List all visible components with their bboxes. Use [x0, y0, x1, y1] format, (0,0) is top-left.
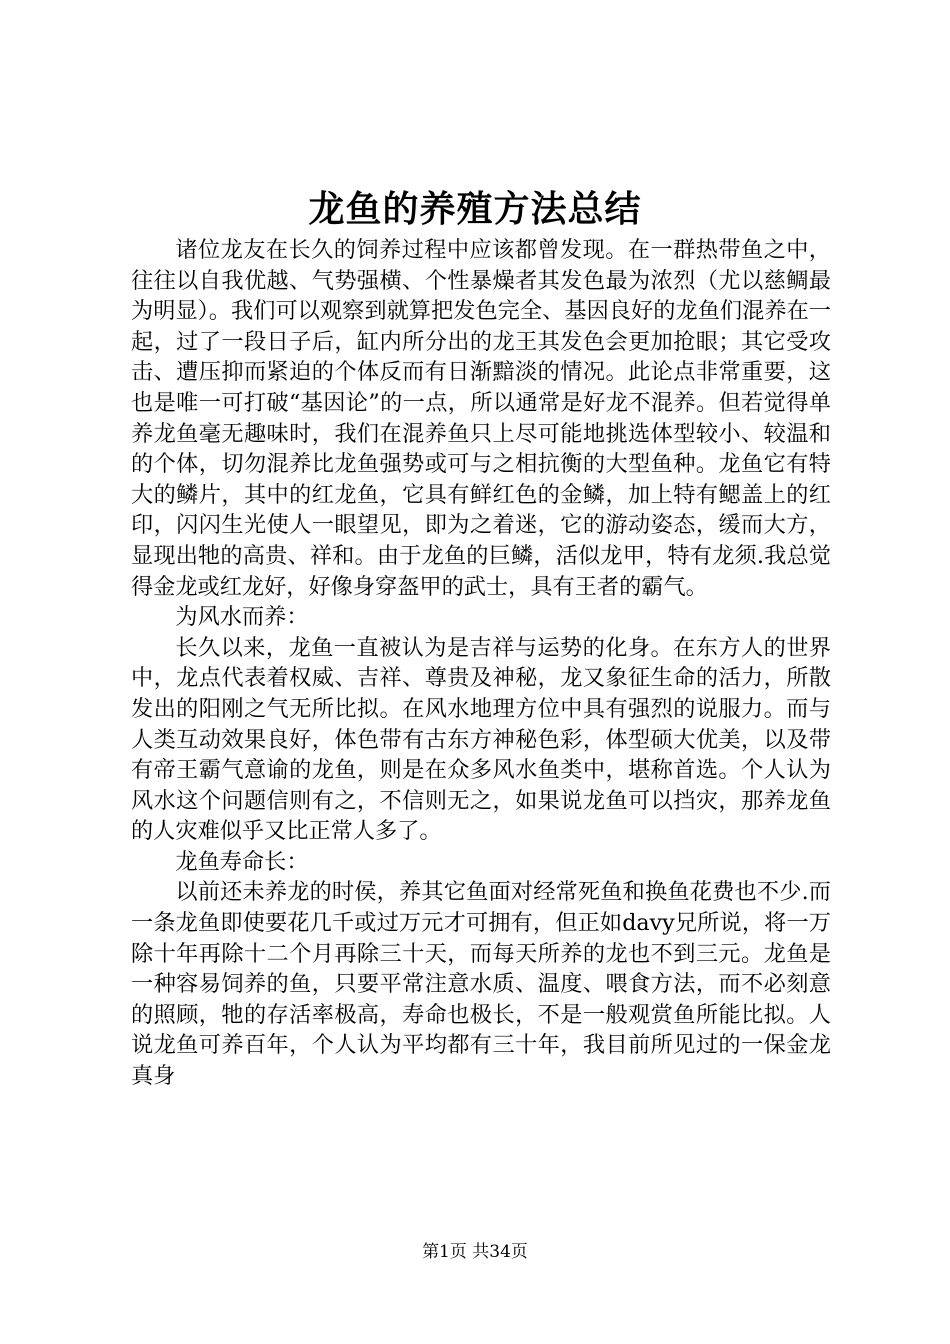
section-heading-lifespan: 龙鱼寿命长：: [175, 848, 309, 875]
section-heading-fengshui: 为风水而养：: [175, 604, 309, 631]
document-title: 龙鱼的养殖方法总结: [308, 188, 642, 230]
paragraph-lifespan: 以前还未养龙的时侯，养其它鱼面对经常死鱼和换鱼花费也不少.而一条龙鱼即使要花几千或过万元才可拥有，但正如davy兄所说，将一万除十年再除十二个月再除三十天，而每天所养的龙也不到三元。龙鱼是一种容易饲养的鱼，只要平常注意水质、温度、喂食方法，而不必刻意的照顾，牠的存活率极高，寿命也极长，不是一般观赏鱼所能比拟。人说龙鱼可养百年，个人认为平均都有三十年，我目前所见过的一保金龙真身: [131, 879, 831, 1090]
document-body: [131, 235, 831, 1092]
page-footer: 第1页 共34页: [422, 1242, 528, 1262]
paragraph-intro: 诸位龙友在长久的饲养过程中应该都曾发现。在一群热带鱼之中，往往以自我优越、气势强横、个性暴燥者其发色最为浓烈（尤以慈鲷最为明显）。我们可以观察到就算把发色完全、基因良好的龙鱼们混养在一起，过了一段日子后，缸内所分出的龙王其发色会更加抢眼；其它受攻击、遭压抑而紧迫的个体反而有日渐黯淡的情况。此论点非常重要，这也是唯一可打破“基因论”的一点，所以通常是好龙不混养。但若觉得单养龙鱼毫无趣味时，我们在混养鱼只上尽可能地挑选体型较小、较温和的个体，切勿混养比龙鱼强势或可与之相抗衡的大型鱼种。龙鱼它有特大的鳞片，其中的红龙鱼，它具有鲜红色的金鳞，加上特有鳃盖上的红印，闪闪生光使人一眼望见，即为之着迷，它的游动姿态，缓而大方，显现出牠的高贵、祥和。由于龙鱼的巨鳞，活似龙甲，特有龙须.我总觉得金龙或红龙好，好像身穿盔甲的武士，具有王者的霸气。: [131, 237, 831, 600]
paragraph-fengshui: 长久以来，龙鱼一直被认为是吉祥与运势的化身。在东方人的世界中，龙点代表着权威、吉祥、尊贵及神秘，龙又象征生命的活力，所散发出的阳刚之气无所比拟。在风水地理方位中具有强烈的说服力。而与人类互动效果良好，体色带有古东方神秘色彩，体型硕大优美，以及带有帝王霸气意谕的龙鱼，则是在众多风水鱼类中，堪称首选。个人认为风水这个问题信则有之，不信则无之，如果说龙鱼可以挡灾，那养龙鱼的人灾难似乎又比正常人多了。: [131, 634, 831, 845]
